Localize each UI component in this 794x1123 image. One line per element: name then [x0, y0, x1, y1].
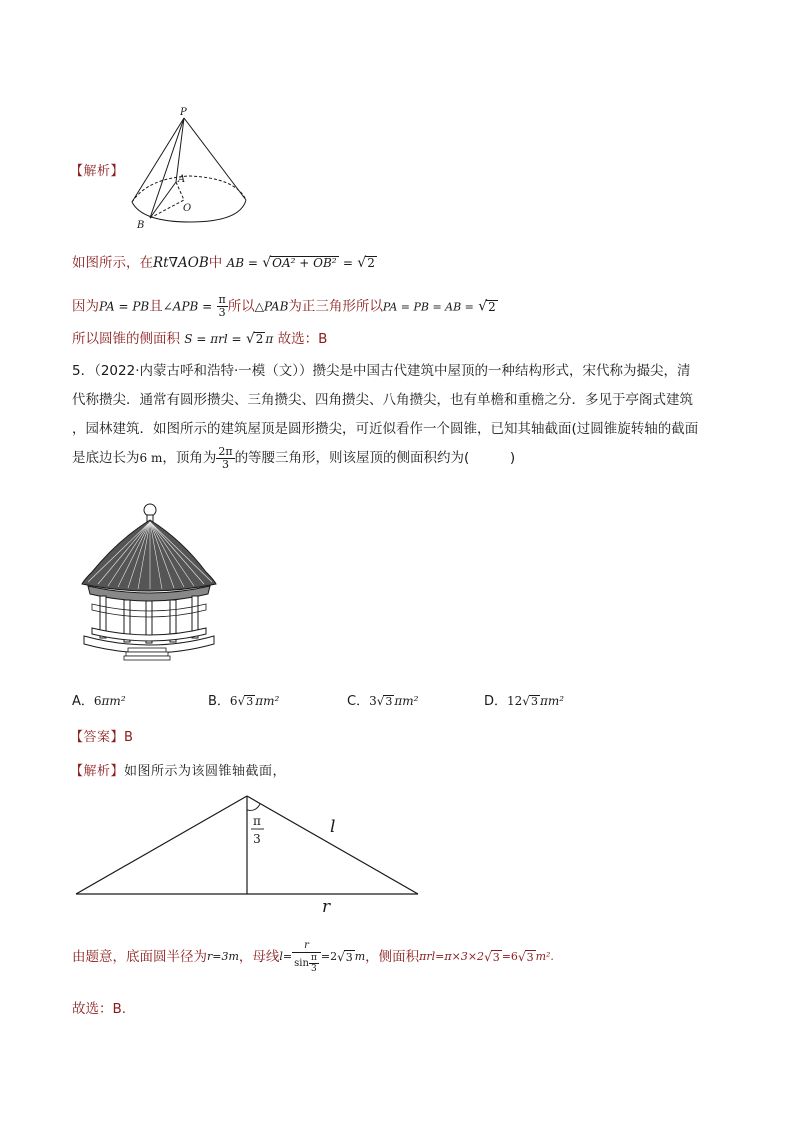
q5-number: 5．: [72, 363, 95, 379]
s1l2-frac: $\frac{\pi}{3}$: [218, 293, 226, 319]
axial-section-figure: [68, 788, 428, 920]
s1l1-prefix: 如图所示，在: [72, 255, 153, 271]
q5-text-c: ，园林建筑．如图所示的建筑屋顶是圆形攒尖，可近似看作一个圆锥，已知其轴截面(过圆锥旋转轴的截面: [72, 421, 699, 437]
conclusion: 故选：B.: [72, 1001, 127, 1017]
question-5: [72, 357, 732, 473]
triangle-left-side: [76, 796, 247, 894]
analysis-line-2: [70, 760, 286, 779]
s1l1-rad2: 2: [367, 256, 375, 270]
solution2-calc: 由题意，底面圆半径为r=3m，母线l= r sin $\frac{\pi}{3}$ =2√3 m，侧面积πrl=π×3×2√3 =6√3 m².: [72, 940, 554, 974]
options-row: [72, 690, 752, 710]
s1l1-eq: =: [342, 256, 353, 270]
triangle-right-side: [247, 796, 418, 894]
calc-t1: 由题意，底面圆半径为: [72, 949, 207, 965]
s1l2-t2: 且: [149, 298, 163, 315]
calc-t2: ，母线: [238, 949, 280, 965]
calc-eq2: =2: [320, 950, 338, 963]
s1l2-m1: PA = PB: [99, 299, 150, 314]
pavilion-illustration: [78, 500, 218, 662]
s1l1-radicand: OA² + OB²: [272, 256, 337, 270]
q5-text-b: 代称攒尖．通常有圆形攒尖、三角攒尖、四角攒尖、八角攒尖，也有单檐和重檐之分．多见于亭阁式建筑: [72, 392, 693, 408]
q5-length: 6 m: [139, 451, 163, 465]
option-b[interactable]: B．6√3 πm²: [208, 694, 280, 709]
q5-text-d2: ，顶角为: [162, 450, 217, 466]
q5-text-d3: 的等腰三角形，则该屋顶的侧面积约为( ): [234, 450, 516, 466]
q5-text-a: 攒尖是中国古代建筑中屋顶的一种结构形式，宋代称为撮尖，清: [312, 363, 691, 379]
calc-rad2: 3: [492, 951, 500, 964]
answer-tag: 【答案】: [70, 730, 125, 745]
label-o: O: [183, 203, 192, 214]
option-a[interactable]: A．6πm²: [72, 694, 126, 709]
calc-m3: πrl=π×3×2: [419, 950, 485, 963]
fig2-pi: π: [253, 814, 261, 828]
s1l1-mid: 中: [208, 255, 223, 271]
analysis-tag-2: 【解析】: [70, 764, 125, 779]
segment-ab: [150, 182, 176, 218]
q5-source: （2022·内蒙古呼和浩特·一模（文））: [94, 363, 313, 379]
calc-m2: m: [354, 950, 366, 963]
apex-angle-arc: [247, 804, 260, 810]
solution1-line2: 因为PA = PB且∠APB = $\frac{\pi}{3}$ 所以△PAB为正三角形所以PA = PB = AB = √2: [72, 293, 496, 319]
calc-l-eq: l=: [279, 950, 293, 963]
s1l1-tri: Rt∇AOB: [153, 255, 209, 271]
calc-rad3: 3: [526, 951, 534, 964]
pavilion-roof: [82, 520, 216, 591]
segment-pa: [176, 118, 184, 182]
fig2-three: 3: [253, 832, 261, 846]
s1l2-m3: △PAB: [254, 299, 289, 314]
calc-frac: r sin $\frac{\pi}{3}$: [292, 940, 321, 974]
fig2-r: r: [322, 897, 331, 917]
s1l2-m4: PA = PB = AB =: [382, 300, 474, 314]
cone-base-back: [132, 176, 246, 202]
fig2-l: l: [330, 817, 336, 837]
q5-angle-frac: $\frac{2\pi}{3}$: [218, 444, 233, 471]
pavilion-steps: [124, 648, 170, 660]
calc-rad1: 3: [345, 951, 353, 964]
s1l3-rad: 2: [255, 332, 264, 346]
s1l2-t1: 因为: [72, 298, 99, 315]
solution1-line3: 所以圆锥的侧面积 S = πrl = √2 π 故选：B: [72, 331, 328, 347]
label-p: P: [180, 107, 187, 118]
calc-m4: m².: [535, 950, 554, 963]
answer-line: [70, 726, 133, 745]
s1l2-rad: 2: [488, 299, 496, 314]
s1l3-t2: 故选：B: [277, 331, 328, 347]
answer-value: B: [124, 730, 134, 745]
analysis-tag-1: 【解析】: [70, 164, 125, 179]
calc-t3: ，侧面积: [365, 949, 420, 965]
cone-generatrix-left: [132, 118, 184, 202]
s1l1-ab: AB =: [226, 256, 258, 270]
s1l2-m2: ∠APB =: [162, 299, 213, 314]
calc-m1: r=3m: [207, 950, 239, 963]
s1l2-t4: 为正三角形所以: [288, 298, 383, 315]
option-c[interactable]: C．3√3 πm²: [347, 694, 419, 709]
q5-text-d1: 是底边长为: [72, 450, 140, 466]
s1l3-m2: π: [265, 332, 274, 346]
s1l2-t3: 所以: [227, 298, 255, 315]
s1l3-t1: 所以圆锥的侧面积: [72, 331, 180, 347]
label-a: A: [178, 174, 186, 185]
analysis-intro: 如图所示为该圆锥轴截面，: [124, 764, 287, 779]
cone-figure: [128, 104, 258, 232]
cone-generatrix-right: [184, 118, 246, 200]
label-b: B: [137, 220, 145, 231]
calc-eq3: =6: [501, 950, 518, 963]
s1l3-m1: S = πrl =: [184, 332, 242, 346]
option-d[interactable]: D．12√3 πm²: [484, 694, 565, 709]
solution1-line1: 如图所示，在Rt∇AOB中 AB = √OA² + OB² = √2: [72, 255, 375, 271]
